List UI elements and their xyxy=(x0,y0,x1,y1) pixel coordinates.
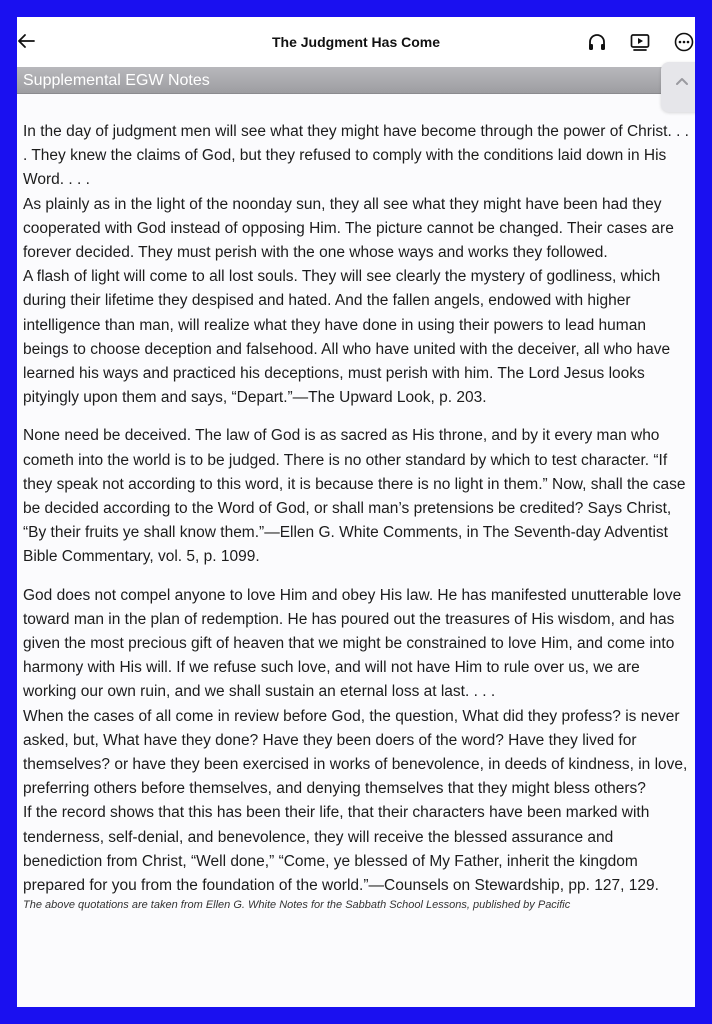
paragraph-gap xyxy=(23,410,695,424)
audio-button[interactable] xyxy=(586,31,608,53)
app-screen xyxy=(17,17,695,1007)
headphones-icon xyxy=(586,31,608,53)
paragraph: God does not compel anyone to love Him and obey His law. He has manifested unutterable love toward man in the plan of redemption. He has poured out the treasures of His wisdom, and has given the most precious gift of heaven that we might be constrained to love Him, and come into harmony with His will. If we refuse such love, and will not have Him to rule over us, we are working our own ruin, and we shall sustain an eternal loss at last. . . . xyxy=(23,586,682,701)
paragraph: When the cases of all come in review before God, the question, What did they profess? is never asked, but, What have they done? Have they been doers of the word? Have they lived for themselves? or have they been exercised in works of benevolence, in deeds of kindness, in love, preferring others before themselves, and denying themselves that they might bless others? xyxy=(23,707,688,798)
collapse-section-button[interactable] xyxy=(661,62,695,112)
section-header[interactable] xyxy=(17,67,695,94)
paragraph-gap xyxy=(23,570,695,584)
paragraph: None need be deceived. The law of God is as sacred as His throne, and by it every man who cometh into the world is to be judged. There is no other standard by which to test character. “If they speak not according to this word, it is because there is no light in them.” Now, shall the case be decided according to the Word of God, or shall man’s pretensions be credited? Says Christ, “By their fruits ye shall know them.”—Ellen G. White Comments, in The Seventh-day Adventist Bible Commentary, vol. 5, p. 1099. xyxy=(23,427,686,566)
footnote: The above quotations are taken from Ellen G. White Notes for the Sabbath School Lessons, published by Pacific xyxy=(23,899,571,912)
chevron-up-icon xyxy=(674,76,690,88)
notes-content xyxy=(23,120,695,912)
more-button[interactable] xyxy=(673,31,695,53)
paragraph: If the record shows that this has been their life, that their characters have been marked with tenderness, self-denial, and benevolence, they will receive the blessed assurance and benediction from Christ, “Well done,” “Come, ye blessed of My Father, inherit the kingdom prepared for you from the foundation of the world.”—Counsels on Stewardship, pp. 127, 129. xyxy=(23,804,659,895)
paragraph: As plainly as in the light of the noonday sun, they all see what they might have been had they cooperated with God instead of opposing Him. The picture cannot be changed. Their cases are forever decided. They must perish with the one whose ways and works they followed. xyxy=(23,195,674,262)
play-video-icon xyxy=(629,31,651,53)
paragraph: A flash of light will come to all lost souls. They will see clearly the mystery of godliness, which during their lifetime they despised and hated. And the fallen angels, endowed with higher intelligence than man, will realize what they have done in using their powers to lead human beings to choose deception and falsehood. All who have united with the deceiver, all who have learned his ways and practiced his deceptions, must perish with him. The Lord Jesus looks pityingly upon them and says, “Depart.”—The Upward Look, p. 203. xyxy=(23,268,671,407)
page-title: The Judgment Has Come xyxy=(271,34,441,50)
paragraph: In the day of judgment men will see what they might have become through the power of Christ. . . . They knew the claims of God, but they refused to comply with the conditions laid down in His Word. . . . xyxy=(23,123,689,189)
video-button[interactable] xyxy=(629,31,651,53)
more-horizontal-icon xyxy=(673,31,695,53)
section-title: Supplemental EGW Notes xyxy=(23,72,210,89)
top-navigation-bar xyxy=(17,17,695,67)
